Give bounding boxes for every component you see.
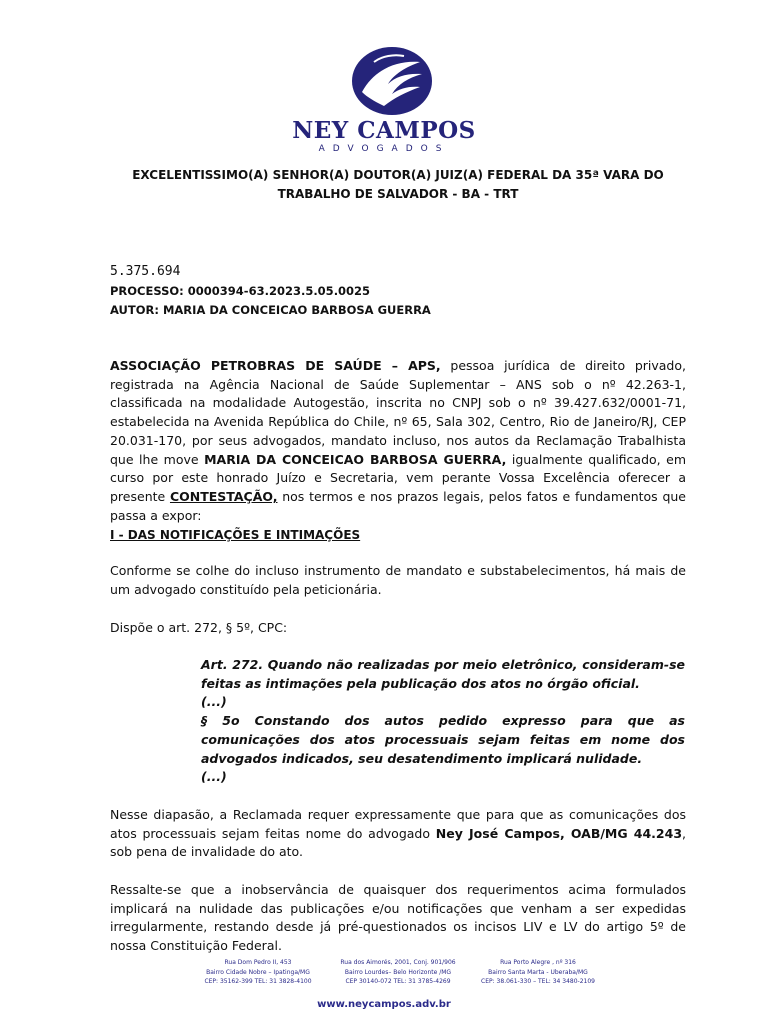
footer-line: Rua dos Aimorés, 2001, Conj. 901/906 (340, 959, 456, 966)
intro-text-1: pessoa jurídica de direito privado, registrada na Agência Nacional de Saúde Suplementar – ANS sob o nº 42.263-1, classificada na modalidade Autogestão, inscrita no CNPJ sob o nº 39.427.632/0001-71, estabelecida na Avenida República do Chile, nº 65, Sala 302, Centro, Rio de Janeiro/RJ, CEP 20.031-170, por seus advogados, mandato incluso, nos autos da Reclamação Trabalhista que lhe move (110, 358, 686, 467)
process-number: PROCESSO: 0000394-63.2023.5.05.0025 (110, 284, 371, 298)
brand-name: NEY CAMPOS (292, 117, 476, 144)
footer-line: CEP: 35162-399 TEL: 31 3828-4100 (204, 978, 312, 985)
intro-text-3: nos termos e nos prazos legais, pelos fatos e fundamentos que passa a expor: (110, 488, 686, 523)
paragraph-diapasao (110, 806, 686, 862)
paragraph-dispoe: Dispõe o art. 272, § 5º, CPC: (110, 620, 288, 635)
footer-line: Bairro Santa Marta - Uberaba/MG (488, 968, 588, 976)
footer-address-belo-horizonte (318, 958, 478, 987)
footer-line: CEP 30140-072 TEL: 31 3785-4269 (345, 978, 451, 985)
bird-wing-emblem-icon (344, 40, 440, 122)
contestacao-term: CONTESTAÇÃO, (169, 488, 278, 504)
plaintiff-name: MARIA DA CONCEICAO BARBOSA GUERRA, (204, 451, 507, 467)
diapasao-text-2: , sob pena de invalidade do ato. (110, 825, 686, 860)
author-name: AUTOR: MARIA DA CONCEICAO BARBOSA GUERRA (110, 303, 431, 317)
diapasao-text-1: Nesse diapasão, a Reclamada requer expressamente que para que as comunicações dos atos processuais sejam feitas nome do advogado (110, 807, 686, 841)
paragraph-ressalte: Ressalte-se que a inobservância de quaisquer dos requerimentos acima formulados implicará na nulidade das publicações e/ou notificações que venham a ser expedidas irregularmente, restando desde já pré-questionados os incisos LIV e LV do artigo 5º de nossa Constituição Federal. (110, 882, 686, 954)
intro-text-2: igualmente qualificado, em curso por este honrado Juízo e Secretaria, vem perante Vossa Excelência oferecer a presente (110, 451, 686, 504)
document-heading: EXCELENTISSIMO(A) SENHOR(A) DOUTOR(A) JUIZ(A) FEDERAL DA 35ª VARA DO TRABALHO DE SALVADOR - BA - TRT (132, 168, 664, 201)
paragraph-conforme: Conforme se colhe do incluso instrumento de mandato e substabelecimentos, há mais de um advogado constituído pela peticionária. (110, 563, 686, 597)
footer-line: CEP: 38.061-330 – TEL: 34 3480-2109 (481, 978, 595, 985)
party-name: ASSOCIAÇÃO PETROBRAS DE SAÚDE – APS, (110, 358, 441, 373)
footer-line: Rua Porto Alegre , nº 316 (500, 959, 576, 966)
quote-line-1: Art. 272. Quando não realizadas por meio eletrônico, consideram-se feitas as intimações pela publicação dos atos no órgão oficial. (201, 657, 685, 691)
footer-address-ipatinga (178, 958, 338, 987)
footer-line: Rua Dom Pedro II, 453 (224, 959, 292, 966)
quote-line-2: § 5o Constando dos autos pedido expresso para que as comunicações dos atos processuais sejam feitas em nome dos advogados indicados, seu desatendimento implicará nulidade. (201, 713, 685, 766)
quote-ellipsis-2: (...) (201, 769, 227, 785)
quote-ellipsis-1: (...) (201, 694, 227, 710)
legal-quote (201, 656, 685, 787)
website-link[interactable]: www.neycampos.adv.br (317, 999, 451, 1010)
intro-paragraph (110, 357, 686, 525)
footer-line: Bairro Lourdes– Belo Horizonte /MG (344, 968, 452, 976)
lawyer-name: Ney José Campos, OAB/MG 44.243 (435, 825, 683, 841)
brand-subtitle: ADVOGADOS (318, 144, 450, 154)
section-title-notifications: I - DAS NOTIFICAÇÕES E INTIMAÇÕES (110, 528, 361, 542)
footer-line: Bairro Cidade Nobre – Ipatinga/MG (206, 968, 310, 976)
case-number: 5.375.694 (110, 264, 181, 279)
footer-address-uberaba (458, 958, 618, 987)
